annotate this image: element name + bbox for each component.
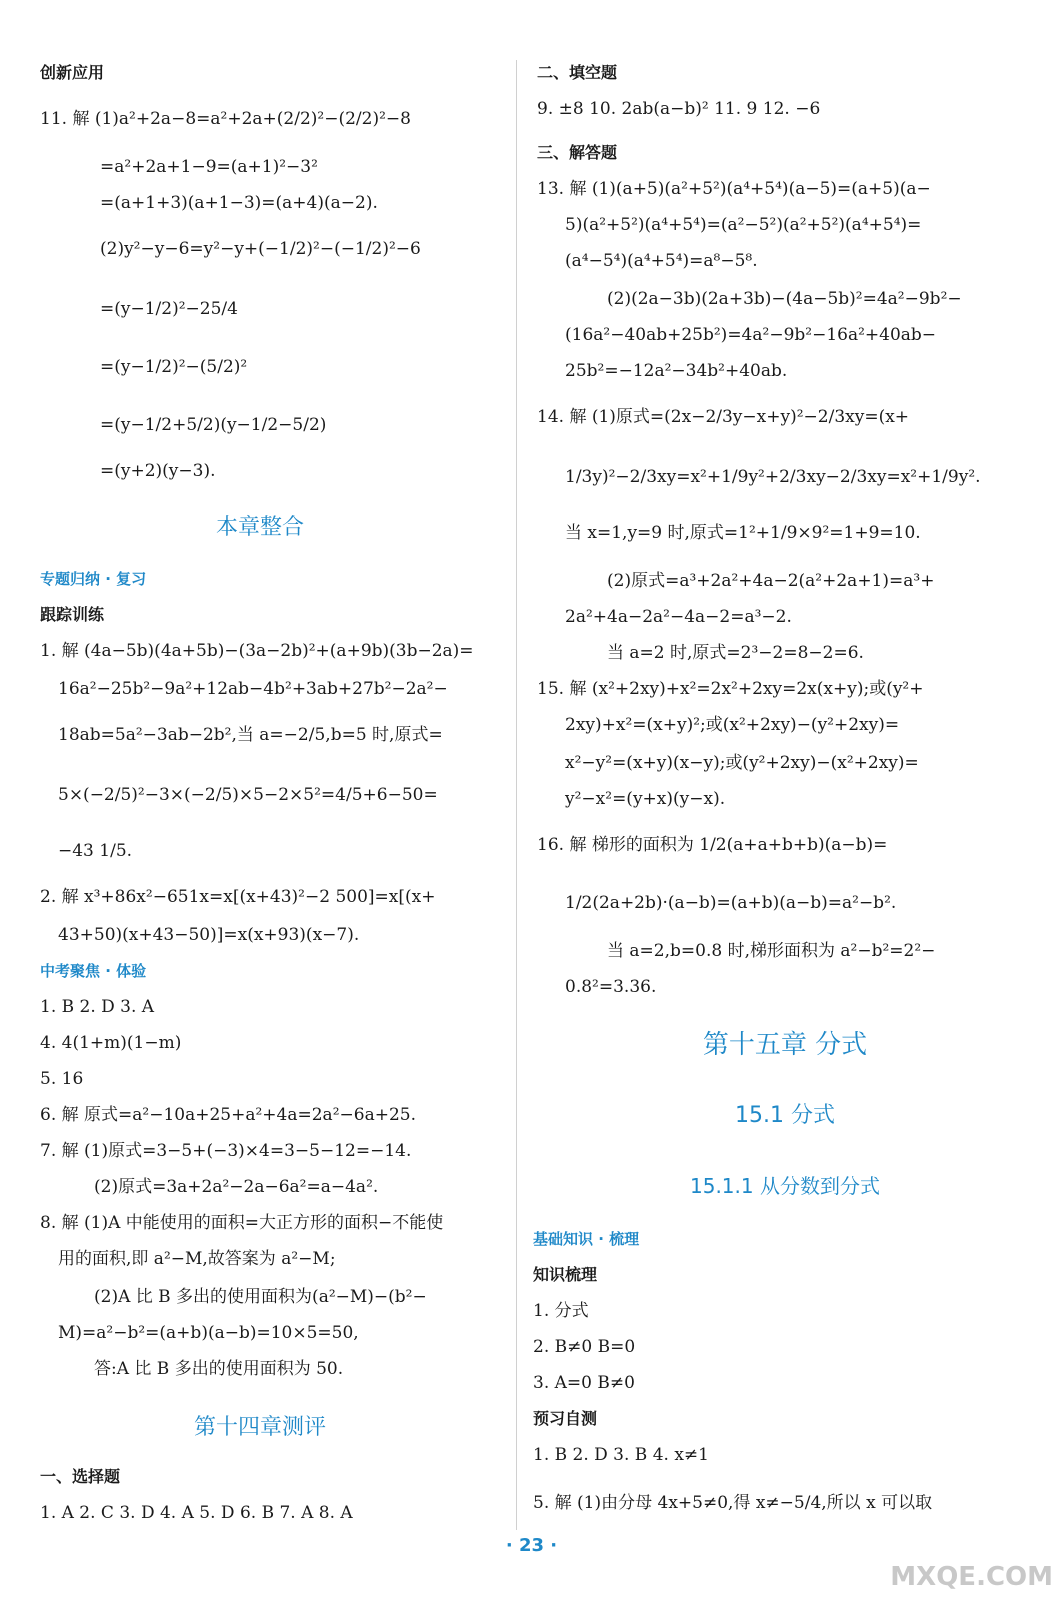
q13-line-5: (16a²−40ab+25b²)=4a²−9b²−16a²+40ab− [565,325,937,345]
exam-answer-8-line-4: M)=a²−b²=(a+b)(a−b)=10×5=50, [58,1323,359,1343]
section-15-1-title: 15.1 分式 [735,1103,835,1128]
q13-line-2: 5)(a²+5²)(a⁴+5⁴)=(a²−5²)(a²+5²)(a⁴+5⁴)= [565,215,922,235]
exam-focus-heading: 中考聚焦 · 体验 [40,962,147,980]
problem-1-line-2: 16a²−25b²−9a²+12ab−4b²+3ab+27b²−2a²− [58,679,448,699]
answer-11-line-5: =(y−1/2)²−25/4 [100,299,238,319]
problem-1-line-1: 1. 解 (4a−5b)(4a+5b)−(3a−2b)²+(a+9b)(3b−2a)= [40,641,474,661]
knowledge-1: 1. 分式 [533,1301,589,1321]
solve-heading: 三、解答题 [537,143,618,162]
exam-answer-7-line-2: (2)原式=3a+2a²−2a−6a²=a−4a². [94,1177,379,1197]
choice-answers: 1. A 2. C 3. D 4. A 5. D 6. B 7. A 8. A [40,1503,353,1523]
exam-answer-8-line-1: 8. 解 (1)A 中能使用的面积=大正方形的面积−不能使 [40,1213,444,1233]
preview-answers-1-4: 1. B 2. D 3. B 4. x≠1 [533,1445,709,1465]
q14-line-3: 当 x=1,y=9 时,原式=1²+1/9×9²=1+9=10. [565,523,921,543]
page-number: · 23 · [505,1535,558,1556]
basic-knowledge-heading: 基础知识 · 梳理 [533,1230,640,1248]
problem-1-line-3: 18ab=5a²−3ab−2b²,当 a=−2/5,b=5 时,原式= [58,725,443,745]
q16-line-2: 1/2(2a+2b)·(a−b)=(a+b)(a−b)=a²−b². [565,893,897,913]
answer-11-line-6: =(y−1/2)²−(5/2)² [100,357,248,377]
exam-answer-5: 5. 16 [40,1069,84,1089]
q14-line-6: 当 a=2 时,原式=2³−2=8−2=6. [607,643,864,663]
knowledge-2: 2. B≠0 B=0 [533,1337,636,1357]
topic-review-heading: 专题归纳 · 复习 [40,570,147,588]
problem-2-line-1: 2. 解 x³+86x²−651x=x[(x+43)²−2 500]=x[(x+ [40,887,436,907]
exam-answer-7-line-1: 7. 解 (1)原式=3−5+(−3)×4=3−5−12=−14. [40,1141,412,1161]
q15-line-1: 15. 解 (x²+2xy)+x²=2x²+2xy=2x(x+y);或(y²+ [537,679,924,699]
q13-line-6: 25b²=−12a²−34b²+40ab. [565,361,788,381]
fill-answers: 9. ±8 10. 2ab(a−b)² 11. 9 12. −6 [537,99,821,119]
q14-line-5: 2a²+4a−2a²−4a−2=a³−2. [565,607,792,627]
problem-1-line-4: 5×(−2/5)²−3×(−2/5)×5−2×5²=4/5+6−50= [58,785,438,805]
answer-11-line-2: =a²+2a+1−9=(a+1)²−3² [100,157,318,177]
q15-line-3: x²−y²=(x+y)(x−y);或(y²+2xy)−(x²+2xy)= [565,753,919,773]
answer-11-line-4: (2)y²−y−6=y²−y+(−1/2)²−(−1/2)²−6 [100,239,421,259]
tracking-training-heading: 跟踪训练 [40,605,105,624]
exam-answer-4: 4. 4(1+m)(1−m) [40,1033,182,1053]
answer-11-line-3: =(a+1+3)(a+1−3)=(a+4)(a−2). [100,193,378,213]
chapter-15-title: 第十五章 分式 [702,1030,868,1060]
chapter-summary-title: 本章整合 [215,515,304,540]
q13-line-4: (2)(2a−3b)(2a+3b)−(4a−5b)²=4a²−9b²− [607,289,962,309]
choice-heading: 一、选择题 [40,1467,121,1486]
q14-line-1: 14. 解 (1)原式=(2x−2/3y−x+y)²−2/3xy=(x+ [537,407,910,427]
q16-line-3: 当 a=2,b=0.8 时,梯形面积为 a²−b²=2²− [607,941,936,961]
q16-line-4: 0.8²=3.36. [565,977,657,997]
preview-answer-5: 5. 解 (1)由分母 4x+5≠0,得 x≠−5/4,所以 x 可以取 [533,1493,933,1513]
exam-answer-8-line-5: 答:A 比 B 多出的使用面积为 50. [94,1359,344,1379]
q15-line-2: 2xy)+x²=(x+y)²;或(x²+2xy)−(y²+2xy)= [565,715,900,735]
exam-answer-8-line-3: (2)A 比 B 多出的使用面积为(a²−M)−(b²− [94,1287,427,1307]
answer-11-line-8: =(y+2)(y−3). [100,461,216,481]
problem-2-line-2: 43+50)(x+43−50)]=x(x+93)(x−7). [58,925,360,945]
q14-line-2: 1/3y)²−2/3xy=x²+1/9y²+2/3xy−2/3xy=x²+1/9y². [565,467,981,487]
answer-11-line-1: 11. 解 (1)a²+2a−8=a²+2a+(2/2)²−(2/2)²−8 [40,109,411,129]
q13-line-1: 13. 解 (1)(a+5)(a²+5²)(a⁴+5⁴)(a−5)=(a+5)(a− [537,179,931,199]
answer-11-line-7: =(y−1/2+5/2)(y−1/2−5/2) [100,415,327,435]
preview-heading: 预习自测 [533,1409,598,1428]
q15-line-4: y²−x²=(y+x)(y−x). [565,789,726,809]
q16-line-1: 16. 解 梯形的面积为 1/2(a+a+b+b)(a−b)= [537,835,888,855]
chapter-test-title: 第十四章测评 [193,1415,326,1440]
exam-answer-6: 6. 解 原式=a²−10a+25+a²+4a=2a²−6a+25. [40,1105,416,1125]
q13-line-3: (a⁴−5⁴)(a⁴+5⁴)=a⁸−5⁸. [565,251,758,271]
exam-answer-8-line-2: 用的面积,即 a²−M,故答案为 a²−M; [58,1249,336,1269]
fill-heading: 二、填空题 [537,63,618,82]
section-innovation: 创新应用 [40,63,105,82]
q14-line-4: (2)原式=a³+2a²+4a−2(a²+2a+1)=a³+ [607,571,935,591]
watermark: MXQE.COM [890,1562,1053,1592]
section-15-1-1-title: 15.1.1 从分数到分式 [690,1174,880,1198]
column-divider [516,60,517,1530]
knowledge-sorting-heading: 知识梳理 [533,1265,598,1284]
problem-1-line-5: −43 1/5. [58,841,133,861]
knowledge-3: 3. A=0 B≠0 [533,1373,635,1393]
exam-answers-1-3: 1. B 2. D 3. A [40,997,155,1017]
